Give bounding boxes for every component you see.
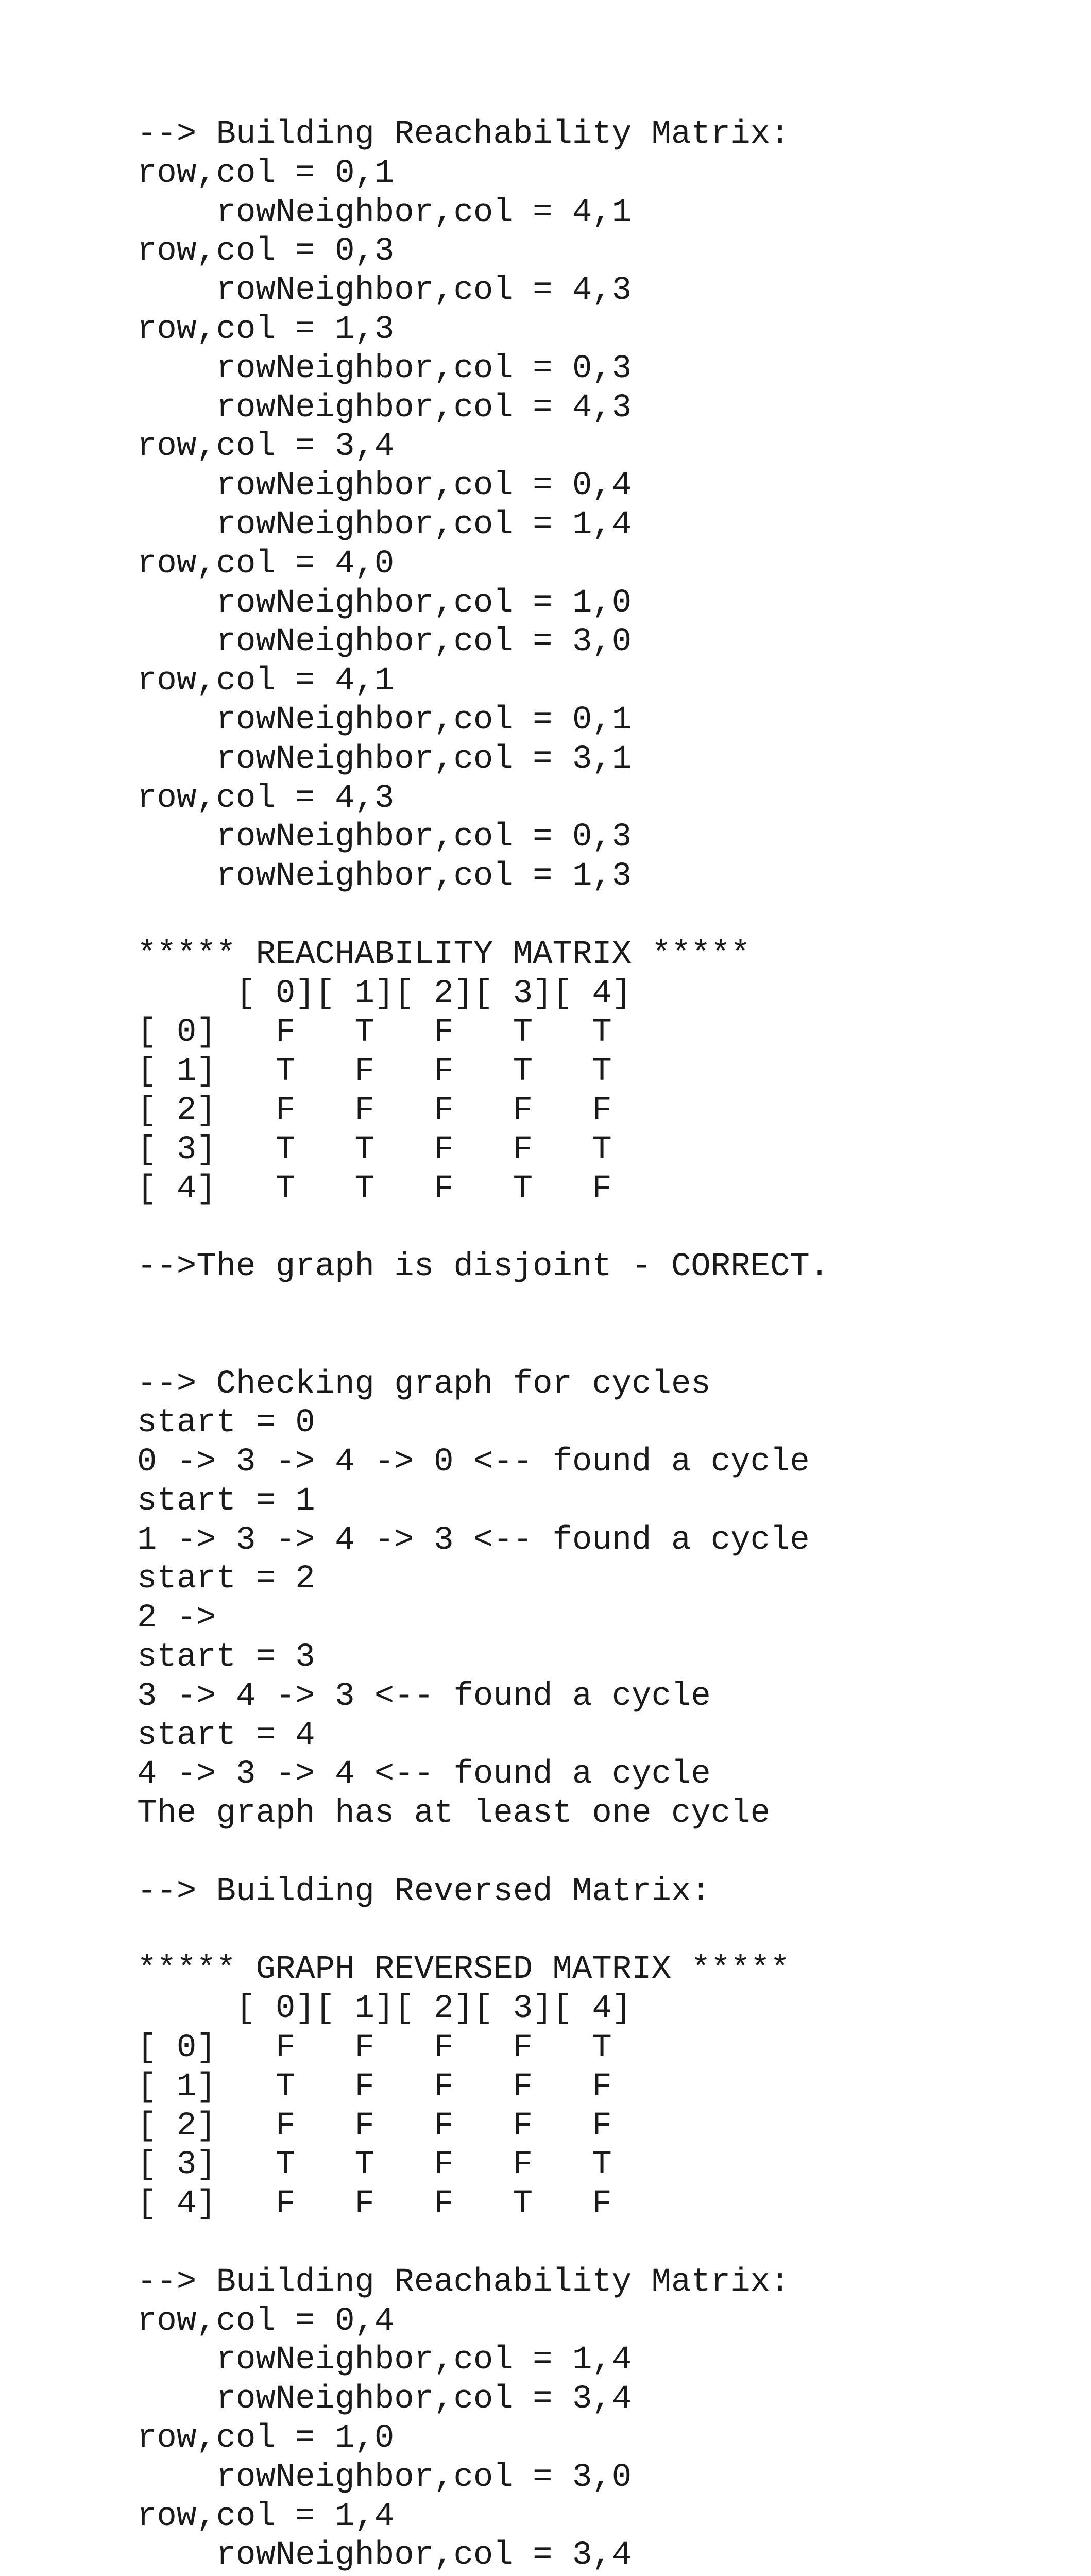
console-line: rowNeighbor,col = 4,1 [137,194,632,231]
console-line: row,col = 4,0 [137,545,395,583]
console-line: rowNeighbor,col = 0,3 [137,350,632,387]
console-line: --> Building Reachability Matrix: [137,2263,790,2301]
console-line: [ 4] T T F T F [137,1170,612,1208]
console-line: 3 -> 4 -> 3 <-- found a cycle [137,1677,711,1715]
console-line: [ 0] F F F F T [137,2029,612,2067]
console-line: row,col = 1,4 [137,2498,395,2535]
console-line: [ 0] F T F T T [137,1014,612,1052]
console-line: rowNeighbor,col = 3,4 [137,2537,632,2574]
console-line: rowNeighbor,col = 0,4 [137,467,632,505]
console-line: start = 1 [137,1482,315,1520]
console-line [137,2224,1064,2263]
console-line: -->The graph is disjoint - CORRECT. [137,1248,830,1286]
console-line: The graph has at least one cycle [137,1795,770,1833]
console-line: [ 2] F F F F F [137,2107,612,2145]
console-line: [ 0][ 1][ 2][ 3][ 4] [137,1990,632,2028]
console-line: row,col = 0,3 [137,233,395,270]
console-line: 2 -> [137,1600,216,1637]
console-line [137,1834,1064,1873]
console-line: start = 2 [137,1561,315,1598]
console-line: rowNeighbor,col = 1,4 [137,2342,632,2379]
console-line: ***** REACHABILITY MATRIX ***** [137,936,751,973]
console-line: start = 4 [137,1717,315,1754]
console-line: --> Building Reversed Matrix: [137,1873,711,1910]
console-line: rowNeighbor,col = 1,0 [137,584,632,622]
console-line [137,896,1064,936]
console-line: rowNeighbor,col = 1,4 [137,506,632,544]
console-output [137,115,1064,2576]
console-line: rowNeighbor,col = 3,0 [137,623,632,661]
console-line [137,1326,1064,1365]
console-line: row,col = 4,3 [137,779,395,817]
console-line: rowNeighbor,col = 0,1 [137,701,632,739]
console-line: row,col = 1,0 [137,2420,395,2458]
console-line: [ 1] T F F T T [137,1053,612,1091]
console-line [137,1209,1064,1248]
console-line: row,col = 0,1 [137,155,395,192]
console-line: 4 -> 3 -> 4 <-- found a cycle [137,1756,711,1793]
console-line: [ 0][ 1][ 2][ 3][ 4] [137,975,632,1012]
console-line: [ 2] F F F F F [137,1092,612,1129]
console-line [137,1287,1064,1326]
console-line [137,1912,1064,1951]
console-line: [ 3] T T F F T [137,1131,612,1168]
console-line: 1 -> 3 -> 4 -> 3 <-- found a cycle [137,1521,810,1559]
console-line: row,col = 3,4 [137,428,395,466]
console-line: --> Checking graph for cycles [137,1365,711,1403]
console-line: rowNeighbor,col = 0,3 [137,819,632,856]
console-line: --> Building Reachability Matrix: [137,116,790,153]
console-line: rowNeighbor,col = 3,4 [137,2381,632,2418]
console-line: rowNeighbor,col = 3,1 [137,740,632,778]
console-line: start = 0 [137,1404,315,1442]
console-line: rowNeighbor,col = 3,0 [137,2459,632,2496]
console-line: [ 4] F F F T F [137,2185,612,2223]
console-line: [ 1] T F F F F [137,2068,612,2106]
console-line: row,col = 4,1 [137,663,395,700]
console-line: start = 3 [137,1639,315,1676]
console-line: rowNeighbor,col = 4,3 [137,272,632,310]
console-line: row,col = 0,4 [137,2302,395,2340]
console-line: [ 3] T T F F T [137,2146,612,2184]
console-line: ***** GRAPH REVERSED MATRIX ***** [137,1951,790,1989]
console-line: rowNeighbor,col = 4,3 [137,389,632,427]
console-line: 0 -> 3 -> 4 -> 0 <-- found a cycle [137,1444,810,1481]
console-line: row,col = 1,3 [137,311,395,348]
console-line: rowNeighbor,col = 1,3 [137,858,632,895]
